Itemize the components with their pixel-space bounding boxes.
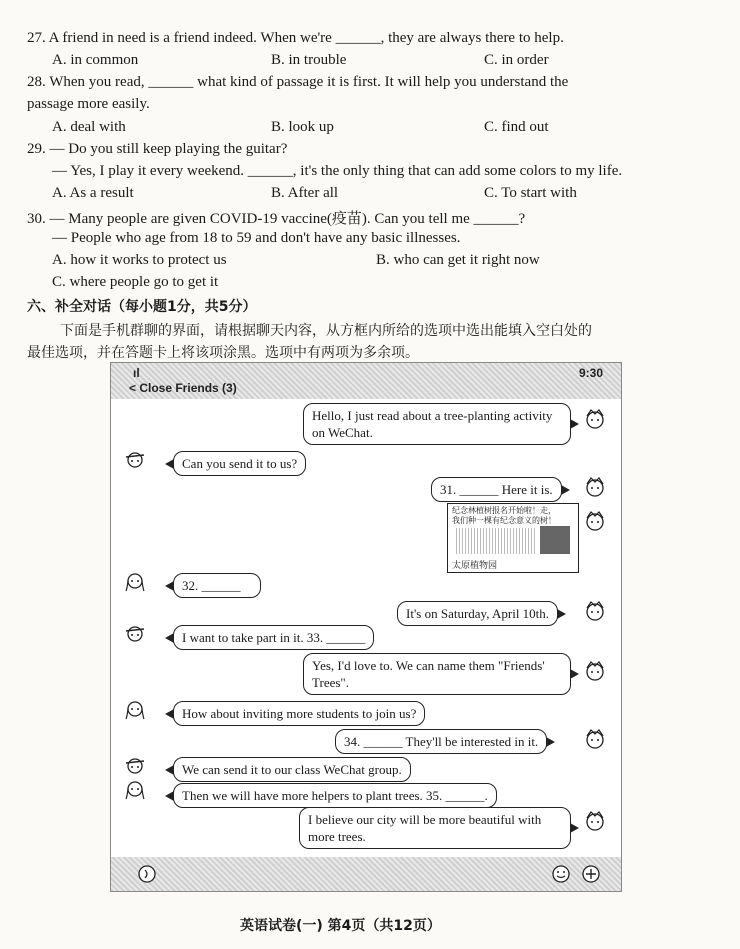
signal-icon: ıl — [133, 366, 140, 380]
chat-message: It's on Saturday, April 10th. — [397, 601, 558, 626]
boy-avatar-icon — [123, 753, 147, 777]
chat-message: Yes, I'd love to. We can name them "Friends' Trees". — [303, 653, 571, 695]
q28-option-c: C. find out — [484, 119, 549, 135]
chat-message: 32. ______ — [173, 573, 261, 598]
q29-option-a: A. As a result — [52, 185, 134, 201]
boy-avatar-icon — [123, 447, 147, 471]
chat-message: Hello, I just read about a tree-planting activity on WeChat. — [303, 403, 571, 445]
q30-option-a: A. how it works to protect us — [52, 252, 227, 268]
q29-option-b: B. After all — [271, 185, 339, 201]
question-30-reply: — People who age from 18 to 59 and don't have any basic illnesses. — [52, 230, 461, 246]
long-hair-avatar-icon — [123, 777, 147, 801]
chat-header — [111, 363, 621, 399]
long-hair-avatar-icon — [123, 569, 147, 593]
status-time: 9:30 — [579, 366, 604, 380]
question-27: 27. A friend in need is a friend indeed. When we're ______, they are always there to help. — [27, 30, 564, 46]
poster-photo — [456, 528, 536, 554]
poster-text-1: 纪念林植树报名开始啦！走， — [452, 506, 556, 515]
chat-message: 31. ______ Here it is. — [431, 477, 562, 502]
girl-avatar-icon — [583, 727, 607, 751]
q29-option-c: C. To start with — [484, 185, 577, 201]
girl-avatar-icon — [583, 509, 607, 533]
chat-title[interactable]: < Close Friends (3) — [129, 381, 237, 395]
chat-message: I believe our city will be more beautiful with more trees. — [299, 807, 571, 849]
poster-image[interactable] — [447, 503, 579, 573]
chat-input-bar — [111, 857, 621, 891]
question-29: 29. — Do you still keep playing the guitar? — [27, 141, 288, 157]
chat-message: We can send it to our class WeChat group. — [173, 757, 411, 782]
section-instruction-1: 下面是手机群聊的界面，请根据聊天内容，从方框内所给的选项中选出能填入空白处的 — [60, 323, 592, 339]
q30-option-b: B. who can get it right now — [376, 252, 540, 268]
poster-text-2: 我们种一棵有纪念意义的树！ — [452, 516, 556, 525]
question-29-reply: — Yes, I play it every weekend. ______, it's the only thing that can add some colors to my life. — [52, 163, 623, 179]
question-28: 28. When you read, ______ what kind of passage it is first. It will help you understand the — [27, 74, 569, 90]
poster-tree-photo — [540, 526, 570, 554]
q30-option-c: C. where people go to get it — [52, 274, 219, 290]
voice-icon[interactable] — [137, 864, 157, 884]
chat-message: Then we will have more helpers to plant trees. 35. ______. — [173, 783, 497, 808]
q28-option-a: A. deal with — [52, 119, 126, 135]
girl-avatar-icon — [583, 659, 607, 683]
chat-screenshot — [110, 362, 622, 892]
girl-avatar-icon — [583, 809, 607, 833]
q28-option-b: B. look up — [271, 119, 334, 135]
chat-message: How about inviting more students to join us? — [173, 701, 425, 726]
emoji-icon[interactable] — [551, 864, 571, 884]
girl-avatar-icon — [583, 475, 607, 499]
page-footer: 英语试卷(一) 第4页（共12页） — [240, 918, 441, 934]
q27-option-a: A. in common — [52, 52, 139, 68]
question-28-cont: passage more easily. — [27, 96, 150, 112]
chat-message: Can you send it to us? — [173, 451, 306, 476]
long-hair-avatar-icon — [123, 697, 147, 721]
section-heading: 六、补全对话（每小题1分，共5分） — [27, 299, 257, 315]
chat-message: I want to take part in it. 33. ______ — [173, 625, 374, 650]
boy-avatar-icon — [123, 621, 147, 645]
poster-footer: 太原植物园 — [452, 561, 498, 571]
q27-option-c: C. in order — [484, 52, 549, 68]
girl-avatar-icon — [583, 407, 607, 431]
question-30: 30. — Many people are given COVID-19 vaccine(疫苗). Can you tell me ______? — [27, 211, 526, 227]
q27-option-b: B. in trouble — [271, 52, 347, 68]
chat-message: 34. ______ They'll be interested in it. — [335, 729, 547, 754]
plus-icon[interactable] — [581, 864, 601, 884]
section-instruction-2: 最佳选项，并在答题卡上将该项涂黑。选项中有两项为多余项。 — [27, 345, 419, 361]
girl-avatar-icon — [583, 599, 607, 623]
